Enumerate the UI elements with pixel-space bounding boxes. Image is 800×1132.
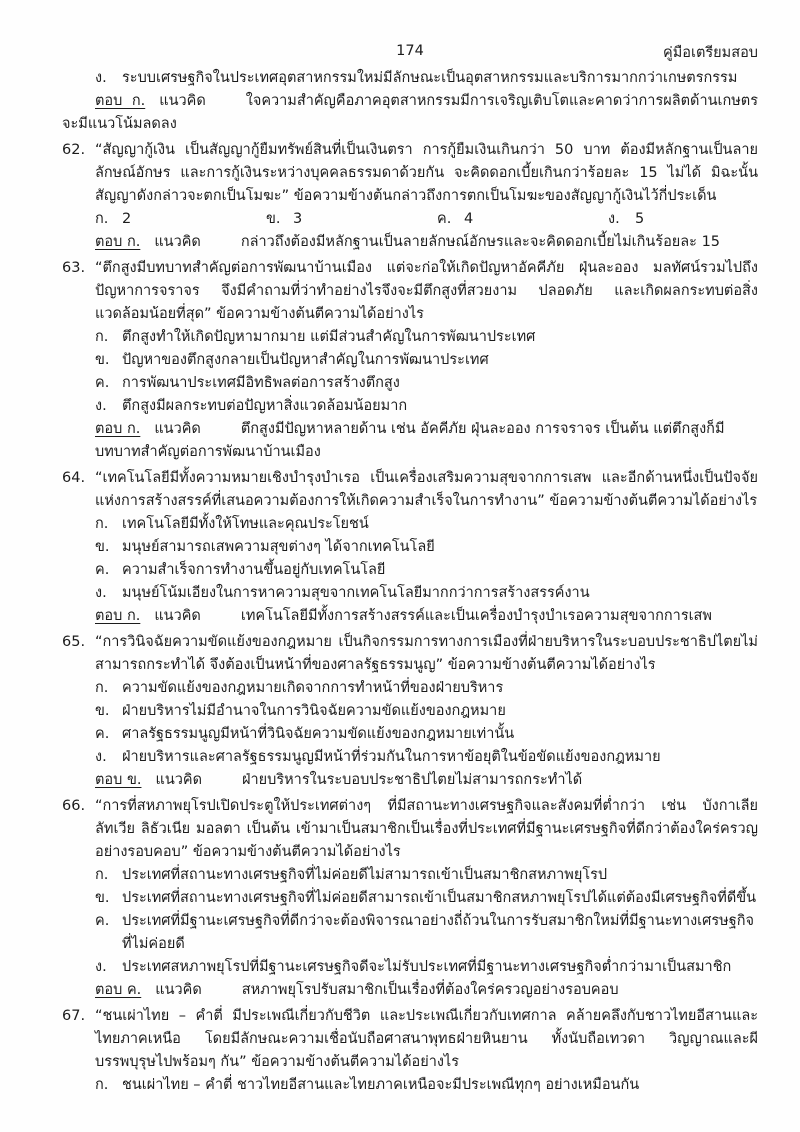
answer-label: ตอบ ค. bbox=[95, 982, 142, 998]
question-block bbox=[62, 795, 758, 1002]
choice-text: ความขัดแย้งของกฎหมายเกิดจากการทำหน้าที่ของฝ่ายบริหาร bbox=[122, 680, 504, 696]
answer-label: ตอบ ก. bbox=[95, 421, 141, 437]
choice-text: ตึกสูงทำให้เกิดปัญหามากมาย แต่มีส่วนสำคัญในการพัฒนาประเทศ bbox=[122, 329, 536, 345]
choice-text: 4 bbox=[464, 211, 474, 227]
choice-text: เทคโนโลยีมีทั้งให้โทษและคุณประโยชน์ bbox=[122, 516, 369, 532]
choice-option bbox=[95, 536, 758, 559]
choice-label: ง. bbox=[95, 585, 107, 601]
choice-text: มนุษย์โน้มเอียงในการหาความสุขจากเทคโนโลยีมากกว่าการสร้างสรรค์งาน bbox=[122, 585, 590, 601]
choice-option bbox=[95, 746, 758, 769]
concept-label: แนวคิด bbox=[155, 982, 202, 998]
concept-label: แนวคิด bbox=[159, 93, 206, 109]
choices bbox=[95, 1074, 758, 1097]
choice-text: 5 bbox=[635, 211, 645, 227]
choices bbox=[95, 326, 758, 418]
choice-option bbox=[95, 349, 758, 372]
choice-text: ประเทศที่สถานะทางเศรษฐกิจที่ไม่ค่อยดีไม่สามารถเข้าเป็นสมาชิกสหภาพยุโรป bbox=[122, 867, 608, 883]
question-number: 67. bbox=[62, 1008, 86, 1024]
choice-text: ชนเผ่าไทย – คำตี่ ชาวไทยอีสานและไทยภาคเหนือจะมีประเพณีทุกๆ อย่างเหมือนกัน bbox=[122, 1077, 640, 1093]
question-number: 66. bbox=[62, 798, 86, 814]
answer-line bbox=[95, 231, 758, 254]
choice-option bbox=[608, 208, 644, 231]
choice-text: 3 bbox=[293, 211, 303, 227]
option-text: ระบบเศรษฐกิจในประเทศอุตสาหกรรมใหม่มีลักษณะเป็นอุตสาหกรรมและบริการมากกว่าเกษตรกรรม bbox=[122, 70, 738, 86]
choice-text: ความสำเร็จการทำงานขึ้นอยู่กับเทคโนโลยี bbox=[122, 562, 386, 578]
answer-text: ฝ่ายบริหารในระบอบประชาธิปไตยไม่สามารถกระทำได้ bbox=[242, 772, 583, 788]
concept-label: แนวคิด bbox=[154, 421, 201, 437]
answer-text: สหภาพยุโรปรับสมาชิกเป็นเรื่องที่ต้องใคร่ครวญอย่างรอบคอบ bbox=[241, 982, 619, 998]
question-stem: “เทคโนโลยีมีทั้งความหมายเชิงบำรุงบำเรอ เป็นเครื่องเสริมความสุขจากการเสพ และอีกด้านหนึ่งเป็นปัจจัยแห่งการสร้างสรรค์ที่เสนอความต้องการให้เกิดความสำเร็จในการทำงาน” ข้อความข้างต้นตีความได้อย่างไร bbox=[95, 470, 758, 509]
choices bbox=[95, 864, 758, 979]
choice-option bbox=[95, 723, 758, 746]
choice-label: ค. bbox=[95, 726, 110, 742]
concept-label: แนวคิด bbox=[155, 772, 202, 788]
choice-option bbox=[95, 864, 758, 887]
answer-line bbox=[95, 418, 758, 464]
answer-label: ตอบ ก. bbox=[95, 234, 141, 250]
answer-text: เทคโนโลยีมีทั้งการสร้างสรรค์และเป็นเครื่องบำรุงบำเรอความสุขจากการเสพ bbox=[240, 608, 712, 624]
choice-option bbox=[95, 910, 758, 956]
choice-label: ก. bbox=[95, 867, 109, 883]
choice-option bbox=[95, 677, 758, 700]
choices bbox=[95, 513, 758, 605]
question-number: 64. bbox=[62, 470, 86, 486]
choice-option bbox=[95, 582, 758, 605]
choice-option bbox=[95, 887, 758, 910]
choice-label: ข. bbox=[95, 539, 110, 555]
question-number: 65. bbox=[62, 634, 86, 650]
choices bbox=[95, 677, 758, 769]
answer-text: กล่าวถึงต้องมีหลักฐานเป็นลายลักษณ์อักษรและจะคิดดอกเบี้ยไม่เกินร้อยละ 15 bbox=[240, 234, 721, 250]
question-stem: “ชนเผ่าไทย – คำตี่ มีประเพณีเกี่ยวกับชีวิต และประเพณีเกี่ยวกับเทศกาล คล้ายคลึงกับชาวไทยอีสานและไทยภาคเหนือ โดยมีลักษณะความเชื่อนับถือศาสนาพุทธฝ่ายหินยาน ทั้งนับถือเทวดา วิญญาณและผีบรรพบุรุษไปพร้อมๆ กัน” ข้อความข้างต้นตีความได้อย่างไร bbox=[95, 1008, 758, 1070]
choice-text: มนุษย์สามารถเสพความสุขต่างๆ ได้จากเทคโนโลยี bbox=[122, 539, 435, 555]
choice-label: ค. bbox=[437, 211, 452, 227]
choice-label: ข. bbox=[266, 211, 281, 227]
question-stem: “สัญญากู้เงิน เป็นสัญญากู้ยืมทรัพย์สินที่เป็นเงินตรา การกู้ยืมเงินเกินกว่า 50 บาท ต้องมีหลักฐานเป็นลายลักษณ์อักษร และการกู้เงินระหว่างบุคคลธรรมดาด้วยกัน จะคิดดอกเบี้ยเกินกว่าร้อยละ 15 ไม่ได้ มิฉะนั้นสัญญาดังกล่าวจะตกเป็นโมฆะ” ข้อความข้างต้นกล่าวถึงการตกเป็นโมฆะของสัญญากู้เงินไว้กี่ประเด็น bbox=[95, 142, 758, 204]
choice-text: ประเทศสหภาพยุโรปที่มีฐานะเศรษฐกิจดีจะไม่รับประเทศที่มีฐานะทางเศรษฐกิจต่ำกว่ามาเป็นสมาชิก bbox=[122, 959, 732, 975]
choice-option bbox=[95, 372, 758, 395]
questions-list bbox=[62, 139, 758, 1097]
question-stem: “การวินิจฉัยความขัดแย้งของกฎหมาย เป็นกิจกรรมการทางการเมืองที่ฝ่ายบริหารในระบอบประชาธิปไตยไม่สามารถกระทำได้ จึงต้องเป็นหน้าที่ของศาลรัฐธรรมนูญ” ข้อความข้างต้นตีความได้อย่างไร bbox=[95, 634, 758, 673]
choice-text: ฝ่ายบริหารและศาลรัฐธรรมนูญมีหน้าที่ร่วมกันในการหาข้อยุติในข้อขัดแย้งของกฎหมาย bbox=[122, 749, 661, 765]
answer-line bbox=[95, 605, 758, 628]
answer-label: ตอบ ข. bbox=[95, 772, 142, 788]
page-header bbox=[62, 40, 758, 64]
choice-option bbox=[95, 395, 758, 418]
carryover-answer-block bbox=[62, 67, 758, 136]
option-label: ง. bbox=[95, 70, 107, 86]
choice-label: ก. bbox=[95, 680, 109, 696]
choice-text: ประเทศที่มีฐานะเศรษฐกิจที่ดีกว่าจะต้องพิจารณาอย่างถี่ถ้วนในการรับสมาชิกใหม่ที่มีฐานะทางเศรษฐกิจที่ไม่ค่อยดี bbox=[122, 913, 754, 952]
question-number: 62. bbox=[62, 142, 86, 158]
choice-option bbox=[95, 208, 266, 231]
choice-option bbox=[95, 559, 758, 582]
choice-label: ง. bbox=[95, 959, 107, 975]
choice-label: ค. bbox=[95, 562, 110, 578]
choice-text: ฝ่ายบริหารไม่มีอำนาจในการวินิจฉัยความขัดแย้งของกฎหมาย bbox=[122, 703, 506, 719]
choice-text: ศาลรัฐธรรมนูญมีหน้าที่วินิจฉัยความขัดแย้งของกฎหมายเท่านั้น bbox=[122, 726, 515, 742]
question-block bbox=[62, 257, 758, 464]
choice-option bbox=[95, 513, 758, 536]
carryover-answer-line bbox=[62, 90, 758, 136]
choice-label: ง. bbox=[95, 398, 107, 414]
choice-text: 2 bbox=[122, 211, 132, 227]
choice-option bbox=[437, 208, 608, 231]
book-title: คู่มือเตรียมสอบ bbox=[663, 45, 758, 61]
choice-text: ประเทศที่สถานะทางเศรษฐกิจที่ไม่ค่อยดีสามารถเข้าเป็นสมาชิกสหภาพยุโรปได้แต่ต้องมีเศรษฐกิจที่ดีขึ้น bbox=[122, 890, 757, 906]
concept-label: แนวคิด bbox=[154, 234, 201, 250]
choice-label: ก. bbox=[95, 211, 109, 227]
carryover-option bbox=[62, 67, 758, 90]
choices bbox=[95, 208, 758, 231]
choice-label: ง. bbox=[95, 749, 107, 765]
choice-text: ปัญหาของตึกสูงกลายเป็นปัญหาสำคัญในการพัฒนาประเทศ bbox=[122, 352, 489, 368]
answer-text: ตึกสูงมีปัญหาหลายด้าน เช่น อัคคีภัย ฝุ่นละออง การจราจร เป็นต้น แต่ตึกสูงก็มีบทบาทสำคัญต่อการพัฒนาบ้านเมือง bbox=[95, 421, 725, 460]
choice-option bbox=[95, 326, 758, 349]
question-block bbox=[62, 1005, 758, 1097]
question-block bbox=[62, 139, 758, 254]
concept-label: แนวคิด bbox=[154, 608, 201, 624]
choice-label: ง. bbox=[608, 211, 620, 227]
page-number: 174 bbox=[396, 43, 424, 59]
choice-option bbox=[95, 1074, 758, 1097]
choice-text: ตึกสูงมีผลกระทบต่อปัญหาสิ่งแวดล้อมน้อยมาก bbox=[122, 398, 408, 414]
question-stem: “การที่สหภาพยุโรปเปิดประตูให้ประเทศต่างๆ ที่มีสถานะทางเศรษฐกิจและสังคมที่ต่ำกว่า เช่น บังกาเลีย ลัทเวีย ลิธัวเนีย มอลตา เป็นต้น เข้ามาเป็นสมาชิกเป็นเรื่องที่ประเทศที่มีฐานะเศรษฐกิจที่ดีกว่าต้องใคร่ครวญอย่างรอบคอบ” ข้อความข้างต้นตีความได้อย่างไร bbox=[95, 798, 758, 860]
choice-text: การพัฒนาประเทศมีอิทธิพลต่อการสร้างตึกสูง bbox=[122, 375, 400, 391]
answer-line bbox=[95, 979, 758, 1002]
question-number: 63. bbox=[62, 260, 86, 276]
choice-label: ข. bbox=[95, 703, 110, 719]
answer-label: ตอบ ก. bbox=[95, 93, 146, 109]
choice-option bbox=[95, 700, 758, 723]
question-block bbox=[62, 631, 758, 792]
choice-label: ก. bbox=[95, 329, 109, 345]
choice-label: ข. bbox=[95, 352, 110, 368]
question-stem: “ตึกสูงมีบทบาทสำคัญต่อการพัฒนาบ้านเมือง แต่จะก่อให้เกิดปัญหาอัคคีภัย ฝุ่นละออง มลทัศน์รวมไปถึงปัญหาการจราจร จึงมีคำถามที่ว่าทำอย่างไรจึงจะมีตึกสูงที่สวยงาม ปลอดภัย และเกิดผลกระทบต่อสิ่งแวดล้อมน้อยที่สุด” ข้อความข้างต้นตีความได้อย่างไร bbox=[95, 260, 758, 322]
choice-label: ข. bbox=[95, 890, 110, 906]
choice-label: ก. bbox=[95, 516, 109, 532]
choice-option bbox=[266, 208, 437, 231]
question-block bbox=[62, 467, 758, 628]
answer-label: ตอบ ก. bbox=[95, 608, 141, 624]
choice-label: ค. bbox=[95, 375, 110, 391]
answer-text: ใจความสำคัญคือภาคอุตสาหกรรมมีการเจริญเติบโตและคาดว่าการผลิตด้านเกษตรจะมีแนวโน้มลดลง bbox=[62, 93, 758, 132]
answer-line bbox=[95, 769, 758, 792]
choice-label: ค. bbox=[95, 913, 110, 929]
choice-option bbox=[95, 956, 758, 979]
choice-label: ก. bbox=[95, 1077, 109, 1093]
